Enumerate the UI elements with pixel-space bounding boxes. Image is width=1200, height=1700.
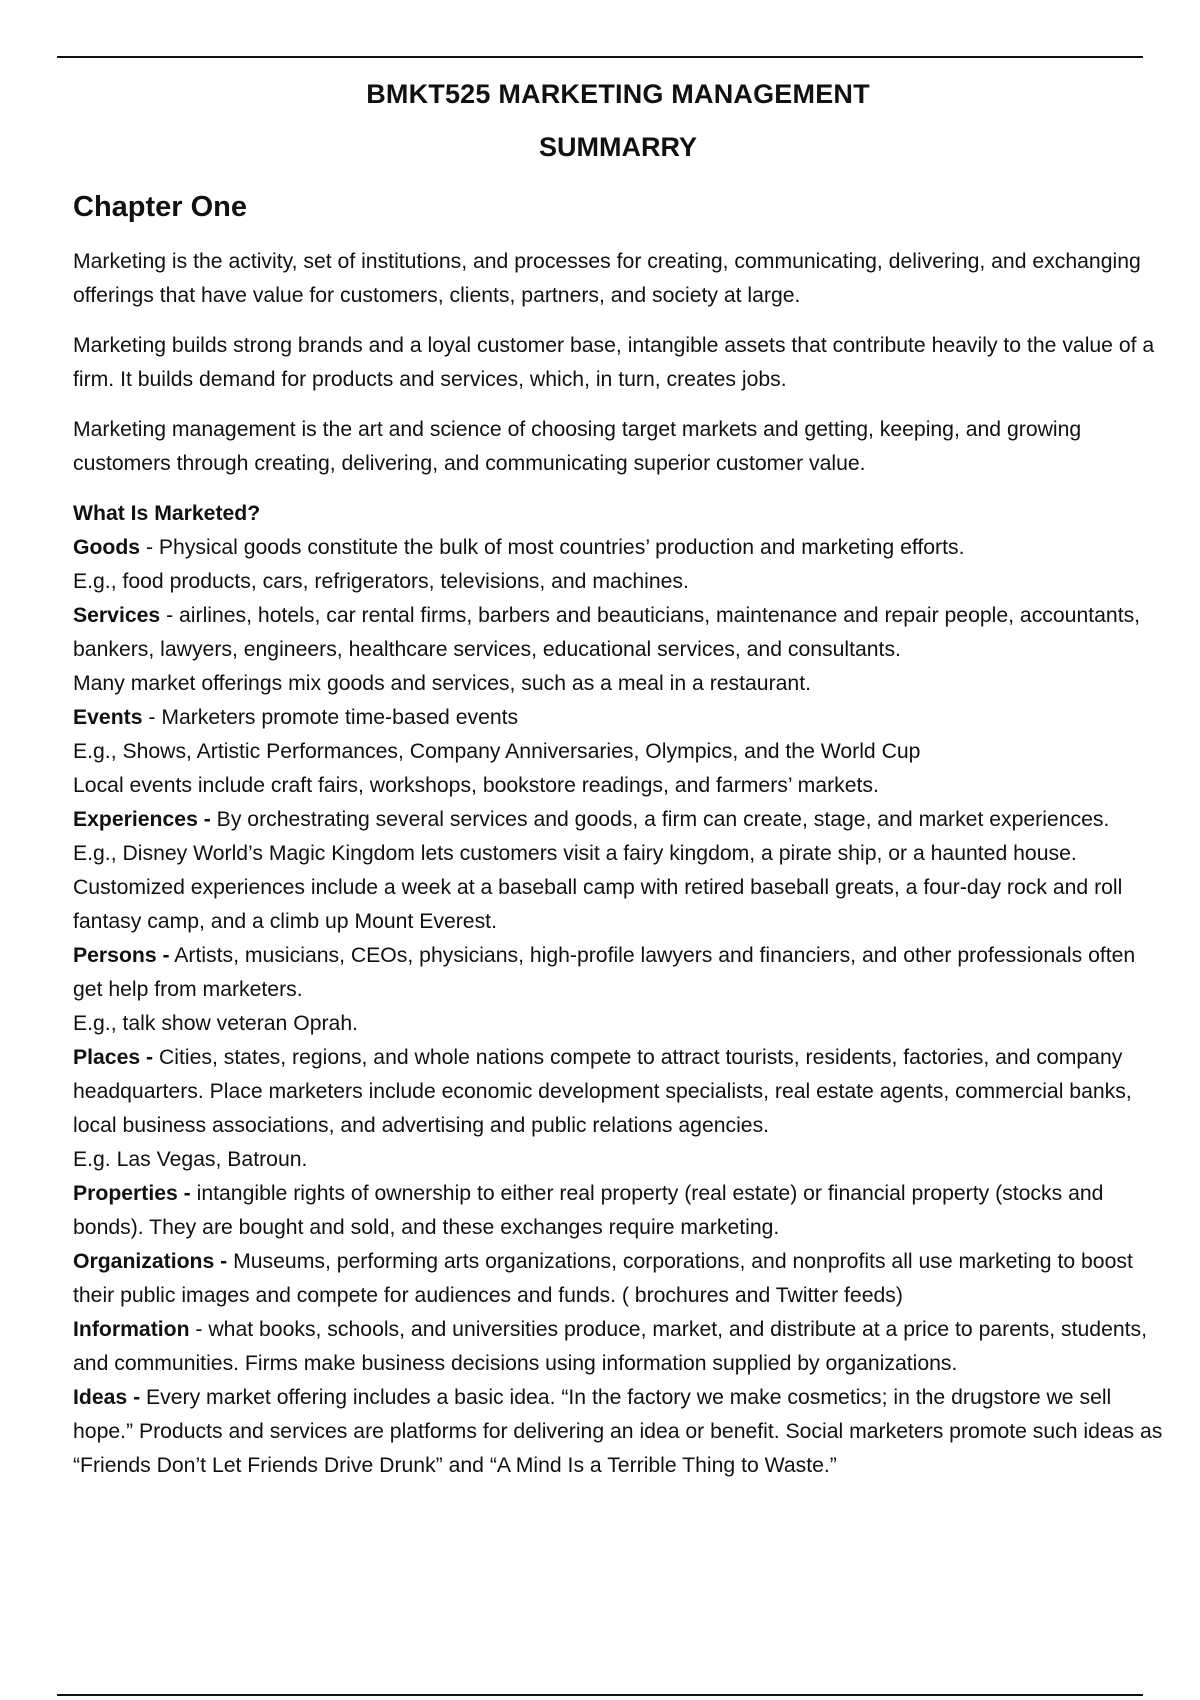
entry-services-mix xyxy=(73,667,1163,701)
document-body xyxy=(73,70,1163,1483)
entry-information xyxy=(73,1313,1163,1381)
document-subtitle: SUMMARRY xyxy=(539,132,697,162)
entry-term: Properties - xyxy=(73,1182,191,1205)
entry-text: - Marketers promote time-based events xyxy=(142,706,519,729)
entry-events-local xyxy=(73,769,1163,803)
section-heading-what-is-marketed: What Is Marketed? xyxy=(73,502,261,525)
entry-text: intangible rights of ownership to either real property (real estate) or financial property (stocks and bonds). They are bought and sold, and these exchanges require marketing. xyxy=(73,1182,1104,1239)
entry-term: Information xyxy=(73,1318,190,1341)
document-title: BMKT525 MARKETING MANAGEMENT xyxy=(366,79,870,109)
entry-persons xyxy=(73,939,1163,1007)
entry-text: - airlines, hotels, car rental firms, barbers and beauticians, maintenance and repair people, accountants, bankers, lawyers, engineers, healthcare services, educational services, and consultants. xyxy=(73,604,1141,661)
entry-goods-example xyxy=(73,565,1163,599)
entry-places xyxy=(73,1041,1163,1143)
bottom-rule xyxy=(57,1694,1143,1696)
entry-properties xyxy=(73,1177,1163,1245)
entry-text: E.g., Disney World’s Magic Kingdom lets customers visit a fairy kingdom, a pirate ship, or a haunted house. Customized experiences include a week at a baseball camp with retired baseball greats, a four-day rock and roll fantasy camp, and a climb up Mount Everest. xyxy=(73,842,1123,933)
chapter-heading: Chapter One xyxy=(73,191,248,223)
entry-events-example xyxy=(73,735,1163,769)
entry-goods xyxy=(73,531,1163,565)
entry-text: E.g. Las Vegas, Batroun. xyxy=(73,1148,308,1171)
paragraph-marketing-value: Marketing builds strong brands and a loyal customer base, intangible assets that contribute heavily to the value of a firm. It builds demand for products and services, which, in turn, creates jobs. xyxy=(73,334,1155,391)
entry-text: E.g., food products, cars, refrigerators, televisions, and machines. xyxy=(73,570,689,593)
entry-ideas xyxy=(73,1381,1163,1483)
entry-text: Every market offering includes a basic idea. “In the factory we make cosmetics; in the drugstore we sell hope.” Products and services are platforms for delivering an idea or benefit. Social marketers promote such ideas as “Friends Don’t Let Friends Drive Drunk” and “A Mind Is a Terrible Thing to Waste.” xyxy=(73,1386,1163,1477)
entry-text: E.g., Shows, Artistic Performances, Company Anniversaries, Olympics, and the World Cup xyxy=(73,740,921,763)
entry-experiences xyxy=(73,803,1163,837)
entry-text: Local events include craft fairs, workshops, bookstore readings, and farmers’ markets. xyxy=(73,774,879,797)
entry-text: Museums, performing arts organizations, corporations, and nonprofits all use marketing to boost their public images and compete for audiences and funds. ( brochures and Twitter feeds) xyxy=(73,1250,1133,1307)
entry-persons-example xyxy=(73,1007,1163,1041)
entry-text: - Physical goods constitute the bulk of most countries’ production and marketing efforts. xyxy=(140,536,965,559)
entry-text: By orchestrating several services and goods, a firm can create, stage, and market experiences. xyxy=(210,808,1110,831)
entry-experiences-example xyxy=(73,837,1163,939)
entry-events xyxy=(73,701,1163,735)
entry-term: Goods xyxy=(73,536,141,559)
entry-term: Ideas - xyxy=(73,1386,141,1409)
entry-term: Places - xyxy=(73,1046,154,1069)
entry-term: Persons - xyxy=(73,944,170,967)
entry-term: Experiences - xyxy=(73,808,211,831)
entry-text: Many market offerings mix goods and services, such as a meal in a restaurant. xyxy=(73,672,811,695)
entry-text: Cities, states, regions, and whole nations compete to attract tourists, residents, factories, and company headquarters. Place marketers include economic development specialists, real estate agents, commercial banks, local business associations, and advertising and public relations agencies. xyxy=(73,1046,1132,1137)
paragraph-marketing-definition: Marketing is the activity, set of institutions, and processes for creating, communicating, delivering, and exchanging offerings that have value for customers, clients, partners, and society at large. xyxy=(73,250,1141,307)
entry-text: - what books, schools, and universities produce, market, and distribute at a price to parents, students, and communities. Firms make business decisions using information supplied by organizations. xyxy=(73,1318,1148,1375)
entry-term: Services xyxy=(73,604,161,627)
entry-places-example xyxy=(73,1143,1163,1177)
top-rule xyxy=(57,56,1143,58)
entry-text: E.g., talk show veteran Oprah. xyxy=(73,1012,358,1035)
paragraph-marketing-management: Marketing management is the art and science of choosing target markets and getting, keeping, and growing customers through creating, delivering, and communicating superior customer value. xyxy=(73,418,1082,475)
entry-services xyxy=(73,599,1163,667)
entry-term: Organizations - xyxy=(73,1250,228,1273)
entry-text: Artists, musicians, CEOs, physicians, high-profile lawyers and financiers, and other professionals often get help from marketers. xyxy=(73,944,1136,1001)
entry-term: Events xyxy=(73,706,143,729)
entry-organizations xyxy=(73,1245,1163,1313)
